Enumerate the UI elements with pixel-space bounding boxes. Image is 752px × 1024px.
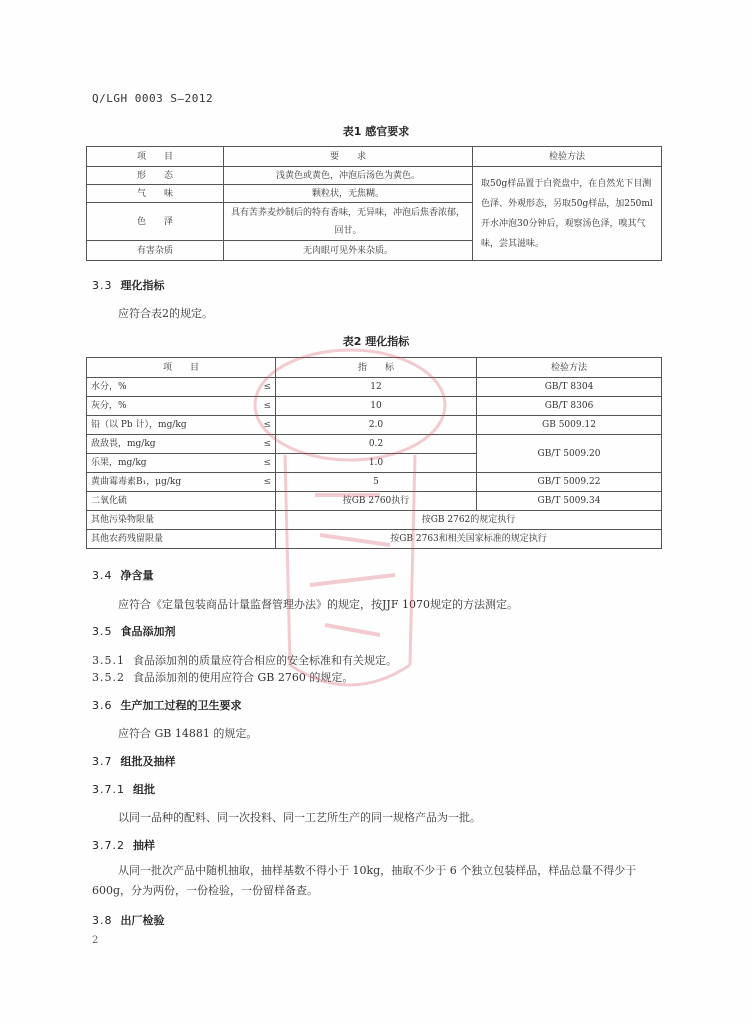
table1-cell-item: 色 泽 (87, 203, 224, 241)
clause-number: 3.5.2 (92, 671, 125, 684)
item-label: 铅（以 Pb 计），mg/kg (91, 420, 187, 430)
section-title: 组批 (133, 783, 155, 796)
table2-header-item: 项 目 (87, 358, 276, 378)
section-3-7-2-heading (92, 837, 155, 853)
table2-cell-item (87, 416, 276, 435)
section-3-7-1-text: 以同一品种的配料、同一次投料、同一工艺所生产的同一规格产品为一批。 (118, 811, 481, 824)
section-number: 3.7 (92, 755, 113, 768)
section-title: 净含量 (120, 569, 154, 582)
section-3-5-2 (92, 669, 353, 685)
table2-cell-value: 12 (276, 378, 477, 397)
item-label: 水分，% (91, 382, 127, 392)
section-number: 3.4 (92, 569, 113, 582)
table1-title: 表1 感官要求 (342, 125, 410, 138)
table1-cell-requirement: 无肉眼可见外来杂质。 (224, 241, 473, 261)
section-title: 生产加工过程的卫生要求 (120, 699, 242, 712)
table2-title: 表2 理化指标 (342, 335, 410, 348)
less-equal-sign: ≤ (263, 458, 271, 468)
table2-header-indicator: 指 标 (276, 358, 477, 378)
section-title: 抽样 (133, 839, 155, 852)
table2-cell-value: 按GB 2760执行 (276, 492, 477, 511)
clause-number: 3.5.1 (92, 654, 125, 667)
table2-cell-method: GB/T 5009.22 (477, 473, 662, 492)
section-3-6-heading (92, 697, 242, 713)
section-number: 3.7.2 (92, 839, 125, 852)
table2-cell-value: 1.0 (276, 454, 477, 473)
section-title: 组批及抽样 (120, 755, 176, 768)
table1-cell-item: 有害杂质 (87, 241, 224, 261)
item-label: 灰分，% (91, 401, 127, 411)
table1-header-method: 检验方法 (473, 147, 662, 167)
table2-cell-item (87, 435, 276, 454)
table2-cell-value: 按GB 2763和相关国家标准的规定执行 (276, 530, 662, 549)
section-3-3-heading (92, 277, 165, 293)
table2-cell-item (87, 454, 276, 473)
page-number: 2 (92, 935, 99, 946)
section-title: 理化指标 (120, 279, 165, 292)
less-equal-sign: ≤ (263, 401, 271, 411)
section-3-4-heading (92, 567, 154, 583)
less-equal-sign: ≤ (263, 477, 271, 487)
section-title: 出厂检验 (120, 914, 165, 927)
table2-cell-item (87, 378, 276, 397)
table2-cell-value: 按GB 2762的规定执行 (276, 511, 662, 530)
table1-header-item: 项 目 (87, 147, 224, 167)
less-equal-sign: ≤ (263, 420, 271, 430)
table2-physicochemical (86, 357, 662, 549)
clause-text: 食品添加剂的使用应符合 GB 2760 的规定。 (133, 671, 354, 684)
standard-code: Q/LGH 0003 S—2012 (92, 92, 214, 105)
section-number: 3.6 (92, 699, 113, 712)
section-3-8-heading (92, 912, 165, 928)
section-3-4-text: 应符合《定量包装商品计量监督管理办法》的规定，按JJF 1070规定的方法测定。 (118, 598, 518, 611)
less-equal-sign: ≤ (263, 439, 271, 449)
table1-cell-method: 取50g样品置于白瓷盘中，在自然光下目测色泽、外观形态，另取50g样品，加250ml开水冲泡30分钟后，观察汤色泽，嗅其气味，尝其滋味。 (473, 167, 662, 261)
item-label: 敌敌畏，mg/kg (91, 439, 156, 449)
table2-cell-item: 其他污染物限量 (87, 511, 276, 530)
section-number: 3.7.1 (92, 783, 125, 796)
section-3-5-heading (92, 623, 176, 639)
table2-cell-method: GB/T 8304 (477, 378, 662, 397)
table2-cell-method: GB/T 8306 (477, 397, 662, 416)
section-3-7-2-text: 从同一批次产品中随机抽取，抽样基数不得小于 10kg，抽取不少于 6 个独立包装样品，样品总量不得少于 600g，分为两份，一份检验，一份留样备查。 (92, 864, 637, 897)
clause-text: 食品添加剂的质量应符合相应的安全标准和有关规定。 (133, 654, 397, 667)
table2-cell-item (87, 397, 276, 416)
table2-cell-method: GB/T 5009.20 (477, 435, 662, 473)
section-3-7-1-heading (92, 781, 155, 797)
table2-cell-value: 5 (276, 473, 477, 492)
table2-cell-value: 2.0 (276, 416, 477, 435)
item-label: 乐果，mg/kg (91, 458, 147, 468)
table2-cell-item (87, 473, 276, 492)
section-title: 食品添加剂 (120, 625, 176, 638)
section-3-7-heading (92, 753, 176, 769)
table2-cell-method: GB 5009.12 (477, 416, 662, 435)
table2-cell-value: 10 (276, 397, 477, 416)
table1-cell-item: 气 味 (87, 185, 224, 203)
table1-cell-requirement: 浅黄色或黄色，冲泡后汤色为黄色。 (224, 167, 473, 185)
table1-cell-requirement: 颗粒状，无焦糊。 (224, 185, 473, 203)
table1-header-requirement: 要 求 (224, 147, 473, 167)
table2-cell-item: 其他农药残留限量 (87, 530, 276, 549)
item-label: 黄曲霉毒素B₁，μg/kg (91, 477, 182, 487)
section-number: 3.8 (92, 914, 113, 927)
less-equal-sign: ≤ (263, 382, 271, 392)
table1-cell-item: 形 态 (87, 167, 224, 185)
table1-sensory (86, 146, 662, 261)
table2-header-method: 检验方法 (477, 358, 662, 378)
section-3-5-1 (92, 652, 397, 668)
section-3-3-text: 应符合表2的规定。 (118, 307, 213, 320)
section-3-6-text: 应符合 GB 14881 的规定。 (118, 727, 258, 740)
section-number: 3.3 (92, 279, 113, 292)
table2-cell-value: 0.2 (276, 435, 477, 454)
table1-cell-requirement: 具有苦荞麦炒制后的特有香味，无异味，冲泡后焦香浓郁，回甘。 (224, 203, 473, 241)
table2-cell-item: 二氧化硫 (87, 492, 276, 511)
table2-cell-method: GB/T 5009.34 (477, 492, 662, 511)
section-number: 3.5 (92, 625, 113, 638)
